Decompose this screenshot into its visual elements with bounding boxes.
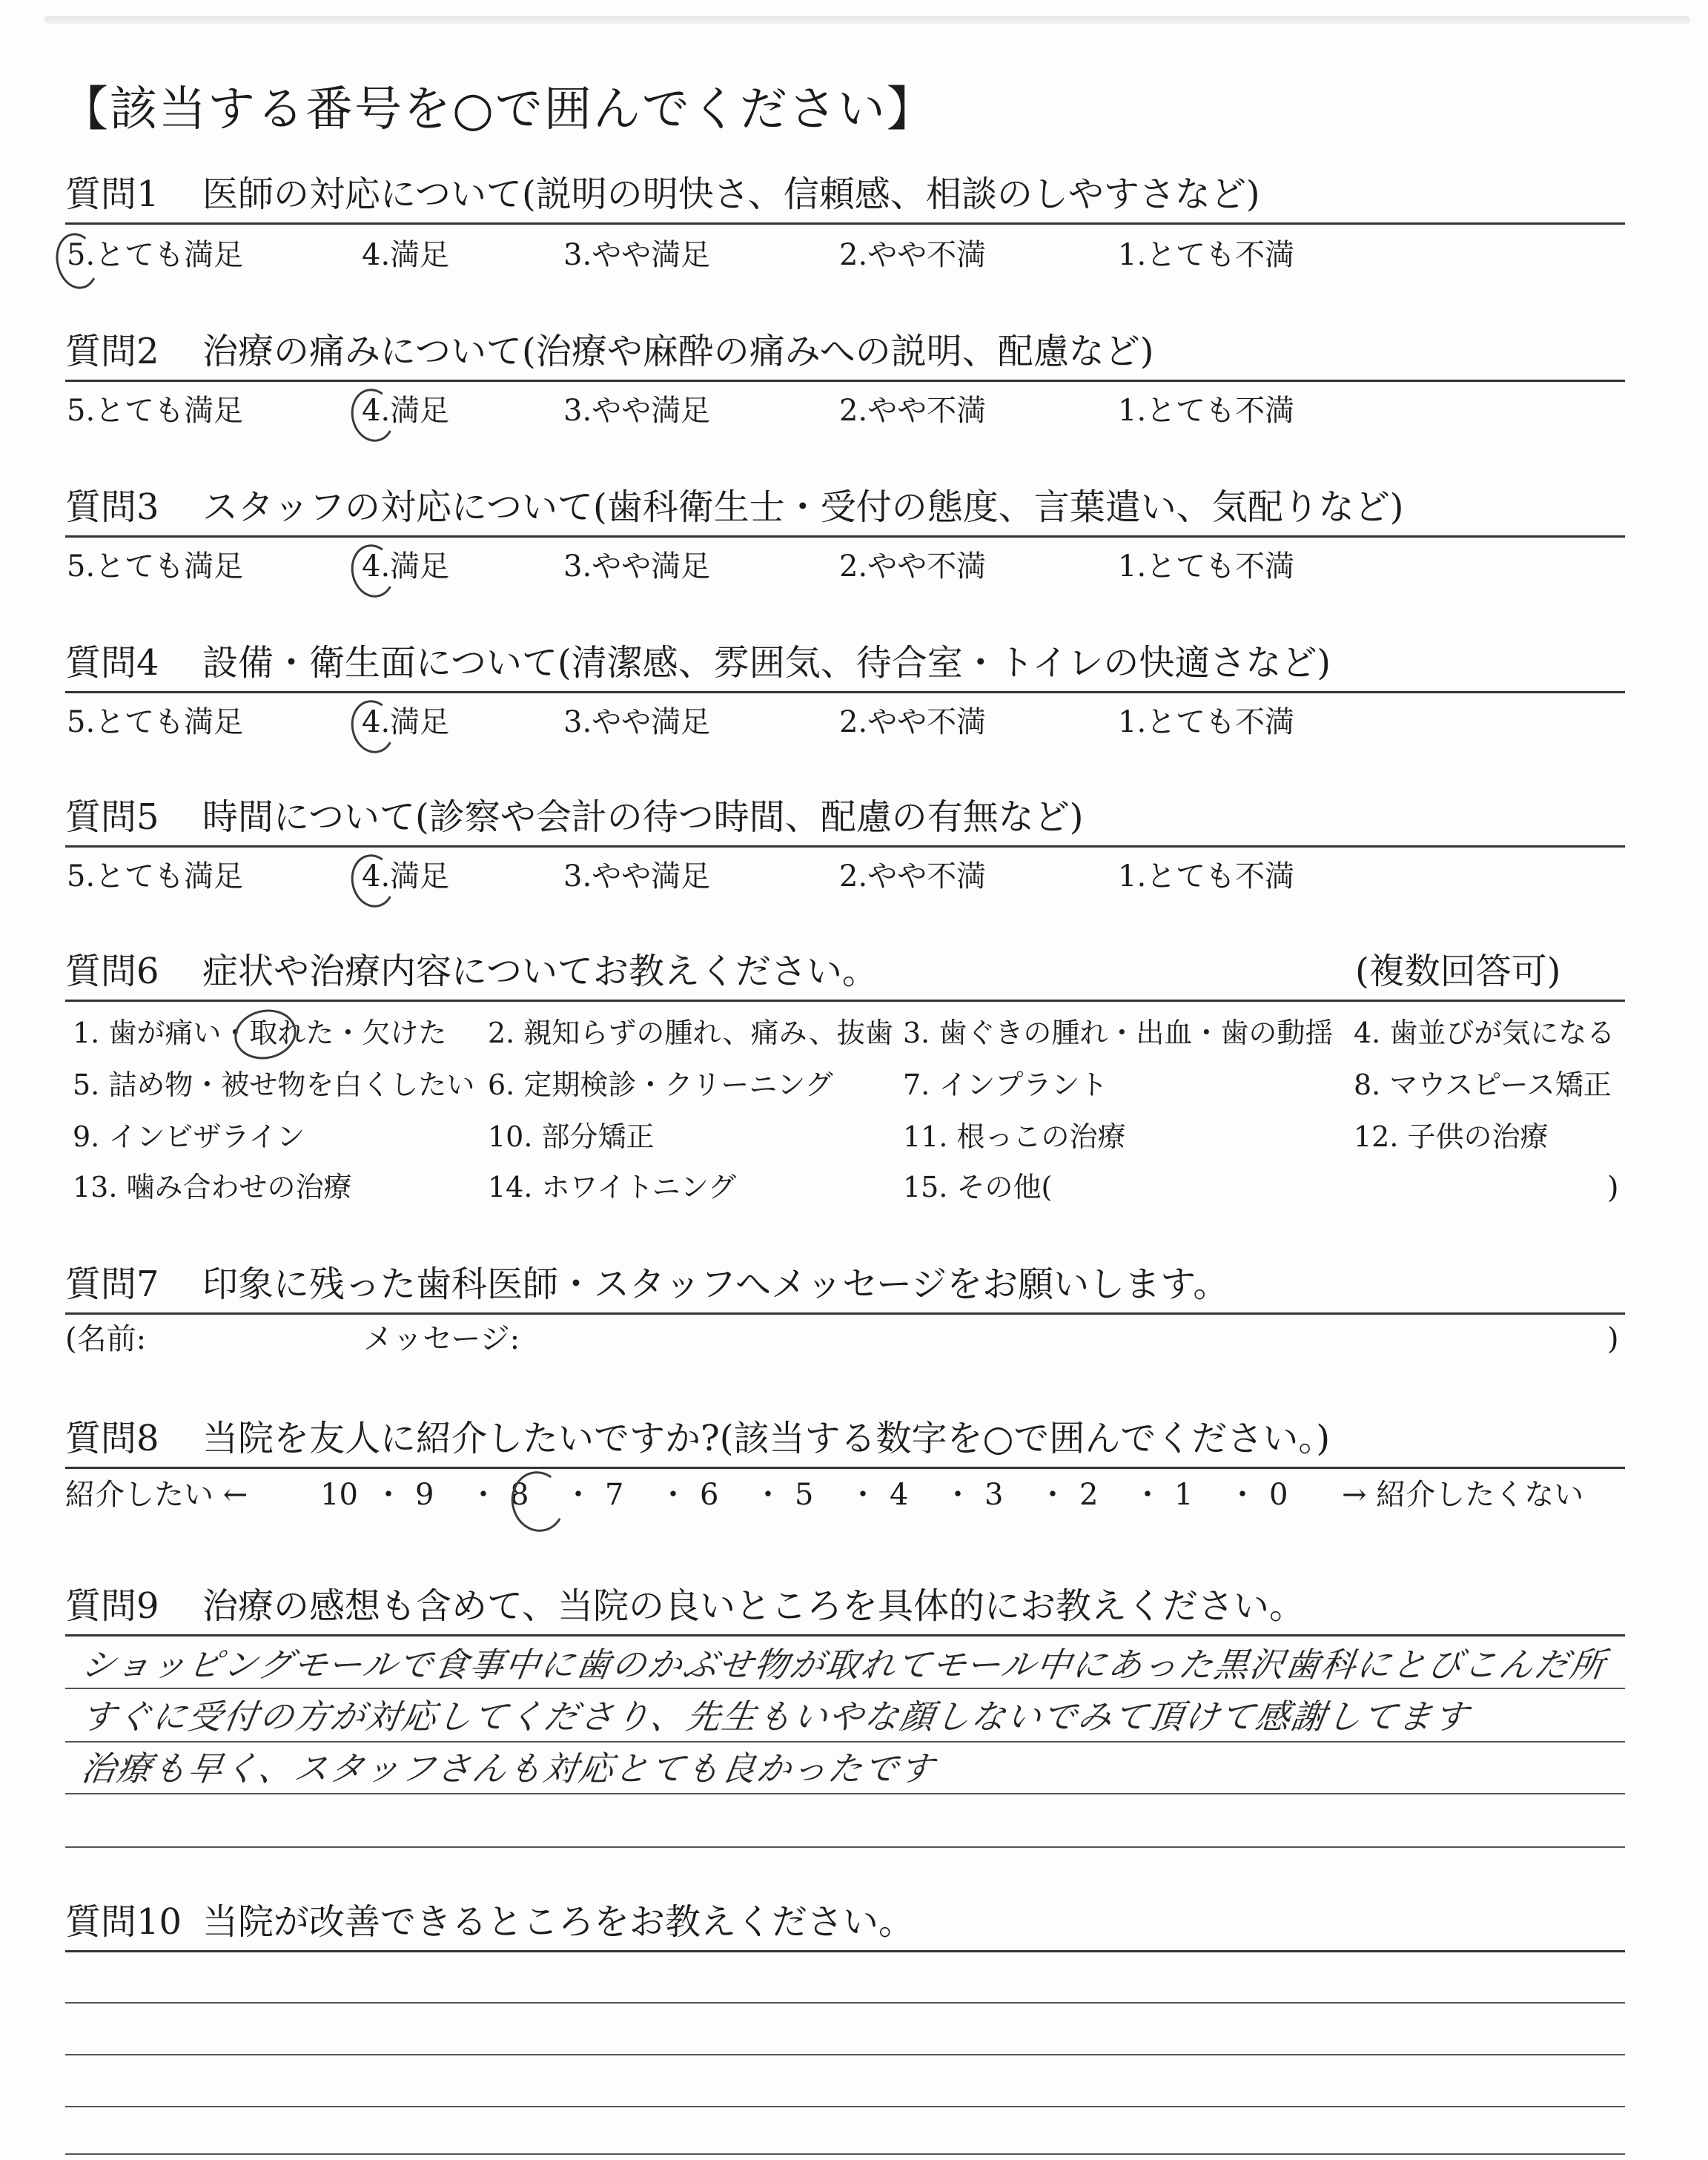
question-8-label: 質問8: [65, 1418, 159, 1459]
q8-separator: ・: [753, 1478, 783, 1512]
q3-option-2[interactable]: 2.やや不満: [839, 549, 987, 584]
q1-option-5[interactable]: 5.とても満足: [67, 238, 244, 272]
question-6-label: 質問6: [65, 951, 159, 992]
q4-option-2[interactable]: 2.やや不満: [839, 705, 987, 739]
question-8-title: [65, 1418, 1622, 1459]
question-2-rule: [65, 380, 1625, 382]
question-5-label: 質問5: [65, 796, 159, 838]
q8-number-7[interactable]: 7: [605, 1478, 624, 1512]
q6-option-11[interactable]: 11. 根っこの治療: [903, 1120, 1126, 1153]
q4-option-1[interactable]: 1.とても不満: [1118, 705, 1295, 739]
question-8-text: 当院を友人に紹介したいですか?(該当する数字を○で囲んでください。): [202, 1418, 1331, 1459]
q9-answer-line-3: [65, 1793, 1625, 1794]
q2-option-3[interactable]: 3.やや満足: [563, 394, 711, 428]
question-9-text: 治療の感想も含めて、当院の良いところを具体的にお教えください。: [202, 1585, 1305, 1627]
q3-option-5[interactable]: 5.とても満足: [67, 549, 244, 584]
q9-answer-line-4: [65, 1846, 1625, 1848]
question-1-label: 質問1: [65, 174, 159, 215]
q3-option-1[interactable]: 1.とても不満: [1118, 549, 1295, 584]
q7-message-label: メッセージ:: [363, 1322, 520, 1356]
question-3-rule: [65, 535, 1625, 538]
q1-option-4[interactable]: 4.満足: [362, 238, 450, 272]
q8-number-10[interactable]: 10: [320, 1478, 358, 1512]
q1-option-1[interactable]: 1.とても不満: [1118, 238, 1295, 272]
q8-number-2[interactable]: 2: [1079, 1478, 1099, 1512]
q5-option-2[interactable]: 2.やや不満: [839, 859, 987, 894]
q8-number-4[interactable]: 4: [890, 1478, 909, 1512]
q8-separator: ・: [1133, 1478, 1162, 1512]
q7-name-label: (名前:: [65, 1322, 147, 1356]
q4-option-3[interactable]: 3.やや満足: [563, 705, 711, 739]
question-2-title: [65, 331, 1622, 372]
q10-answer-line-2: [65, 2054, 1625, 2055]
q6-option-12[interactable]: 12. 子供の治療: [1354, 1120, 1549, 1153]
q5-option-4[interactable]: 4.満足: [362, 859, 450, 894]
q6-option-1[interactable]: 1. 歯が痛い・取れた・欠けた: [73, 1017, 447, 1049]
question-6-note: (複数回答可): [1355, 951, 1561, 992]
q8-selection-circle: [506, 1466, 570, 1536]
q8-left-label: 紹介したい ←: [65, 1478, 248, 1512]
q8-separator: ・: [563, 1478, 593, 1512]
q5-option-5[interactable]: 5.とても満足: [67, 859, 244, 894]
q6-option-14[interactable]: 14. ホワイトニング: [488, 1171, 737, 1203]
question-4-title: [65, 642, 1622, 684]
q10-answer-line-1: [65, 2002, 1625, 2004]
question-2-label: 質問2: [65, 331, 159, 372]
question-4-label: 質問4: [65, 642, 159, 684]
q6-option-15[interactable]: 15. その他(: [903, 1171, 1053, 1203]
q6-option-9[interactable]: 9. インビザライン: [73, 1120, 305, 1153]
q8-separator: ・: [658, 1478, 688, 1512]
scan-edge: [44, 16, 1690, 24]
question-6-title: [65, 951, 1622, 992]
question-9-label: 質問9: [65, 1585, 159, 1627]
q2-option-2[interactable]: 2.やや不満: [839, 394, 987, 428]
q8-number-5[interactable]: 5: [795, 1478, 814, 1512]
question-10-label: 質問10: [65, 1901, 182, 1943]
q8-separator: ・: [848, 1478, 878, 1512]
q6-option-8[interactable]: 8. マウスピース矯正: [1354, 1069, 1612, 1101]
q8-separator: ・: [943, 1478, 973, 1512]
question-7-text: 印象に残った歯科医師・スタッフへメッセージをお願いします。: [202, 1264, 1229, 1305]
question-2-text: 治療の痛みについて(治療や麻酔の痛みへの説明、配慮など): [202, 331, 1154, 372]
q8-number-3[interactable]: 3: [984, 1478, 1004, 1512]
q2-option-4[interactable]: 4.満足: [362, 394, 450, 428]
question-7-rule: [65, 1312, 1625, 1315]
q8-number-6[interactable]: 6: [700, 1478, 719, 1512]
q3-option-3[interactable]: 3.やや満足: [563, 549, 711, 584]
question-3-label: 質問3: [65, 486, 159, 528]
q10-answer-line-4: [65, 2153, 1625, 2155]
q6-option-13[interactable]: 13. 噛み合わせの治療: [73, 1171, 352, 1203]
question-3-text: スタッフの対応について(歯科衛生士・受付の態度、言葉遣い、気配りなど): [202, 486, 1404, 528]
q8-right-label: → 紹介したくない: [1342, 1478, 1584, 1512]
question-3-title: [65, 486, 1622, 528]
question-1-text: 医師の対応について(説明の明快さ、信頼感、相談のしやすさなど): [202, 174, 1260, 215]
question-1-title: [65, 174, 1622, 215]
q8-separator: ・: [1228, 1478, 1257, 1512]
q5-option-3[interactable]: 3.やや満足: [563, 859, 711, 894]
question-4-text: 設備・衛生面について(清潔感、雰囲気、待合室・トイレの快適さなど): [202, 642, 1331, 684]
q4-option-4[interactable]: 4.満足: [362, 705, 450, 739]
question-10-rule: [65, 1950, 1625, 1952]
question-10-title: [65, 1901, 1622, 1943]
q6-option-5[interactable]: 5. 詰め物・被せ物を白くしたい: [73, 1069, 475, 1101]
page-heading: 【該当する番号を○で囲んでください】: [61, 82, 936, 137]
question-7-title: [65, 1264, 1622, 1305]
q8-separator: ・: [469, 1478, 498, 1512]
question-7-label: 質問7: [65, 1264, 159, 1305]
question-1-rule: [65, 222, 1625, 225]
q6-option-3[interactable]: 3. 歯ぐきの腫れ・出血・歯の動揺: [903, 1017, 1334, 1049]
q3-option-4[interactable]: 4.満足: [362, 549, 450, 584]
q9-answer-line-1: [65, 1688, 1625, 1689]
q5-option-1[interactable]: 1.とても不満: [1118, 859, 1295, 894]
q1-option-3[interactable]: 3.やや満足: [563, 238, 711, 272]
q4-option-5[interactable]: 5.とても満足: [67, 705, 244, 739]
q9-answer-line-2: [65, 1741, 1625, 1743]
question-9-title: [65, 1585, 1622, 1627]
q2-option-1[interactable]: 1.とても不満: [1118, 394, 1295, 428]
q8-number-8[interactable]: 8: [510, 1478, 529, 1512]
question-6-rule: [65, 1000, 1625, 1002]
q7-close-paren: ): [1607, 1322, 1619, 1356]
question-8-rule: [65, 1467, 1625, 1469]
q6-option-7[interactable]: 7. インプラント: [903, 1069, 1108, 1101]
q6-option-2[interactable]: 2. 親知らずの腫れ、痛み、抜歯: [488, 1017, 893, 1049]
question-10-text: 当院が改善できるところをお教えください。: [202, 1901, 915, 1943]
question-5-title: [65, 796, 1622, 838]
q9-handwritten-line-2: すぐに受付の方が対応してくださり、先生もいやな顔しないでみて頂けて感謝してます: [79, 1697, 1472, 1737]
q10-answer-line-3: [65, 2106, 1625, 2107]
q6-option-6[interactable]: 6. 定期検診・クリーニング: [488, 1069, 833, 1101]
q6-other-close-paren: ): [1607, 1171, 1619, 1205]
q8-separator: ・: [1038, 1478, 1068, 1512]
question-5-text: 時間について(診察や会計の待つ時間、配慮の有無など): [202, 796, 1084, 838]
question-6-text: 症状や治療内容についてお教えください。: [202, 951, 878, 992]
q9-handwritten-line-1: ショッピングモールで食事中に歯のかぶせ物が取れてモール中にあった黒沢歯科にとびこんだ所: [79, 1645, 1609, 1685]
q9-handwritten-line-3: 治療も早く、スタッフさんも対応とても良かったです: [79, 1748, 938, 1789]
question-5-rule: [65, 845, 1625, 848]
q6-selection-circle: [230, 1004, 301, 1065]
question-4-rule: [65, 691, 1625, 693]
q8-separator: ・: [374, 1478, 403, 1512]
q8-number-9[interactable]: 9: [415, 1478, 434, 1512]
q1-option-2[interactable]: 2.やや不満: [839, 238, 987, 272]
q6-option-10[interactable]: 10. 部分矯正: [488, 1120, 655, 1153]
q2-option-5[interactable]: 5.とても満足: [67, 394, 244, 428]
question-9-rule: [65, 1634, 1625, 1636]
q8-number-0[interactable]: 0: [1269, 1478, 1288, 1512]
q8-number-1[interactable]: 1: [1174, 1478, 1194, 1512]
q6-option-4[interactable]: 4. 歯並びが気になる: [1354, 1017, 1615, 1049]
